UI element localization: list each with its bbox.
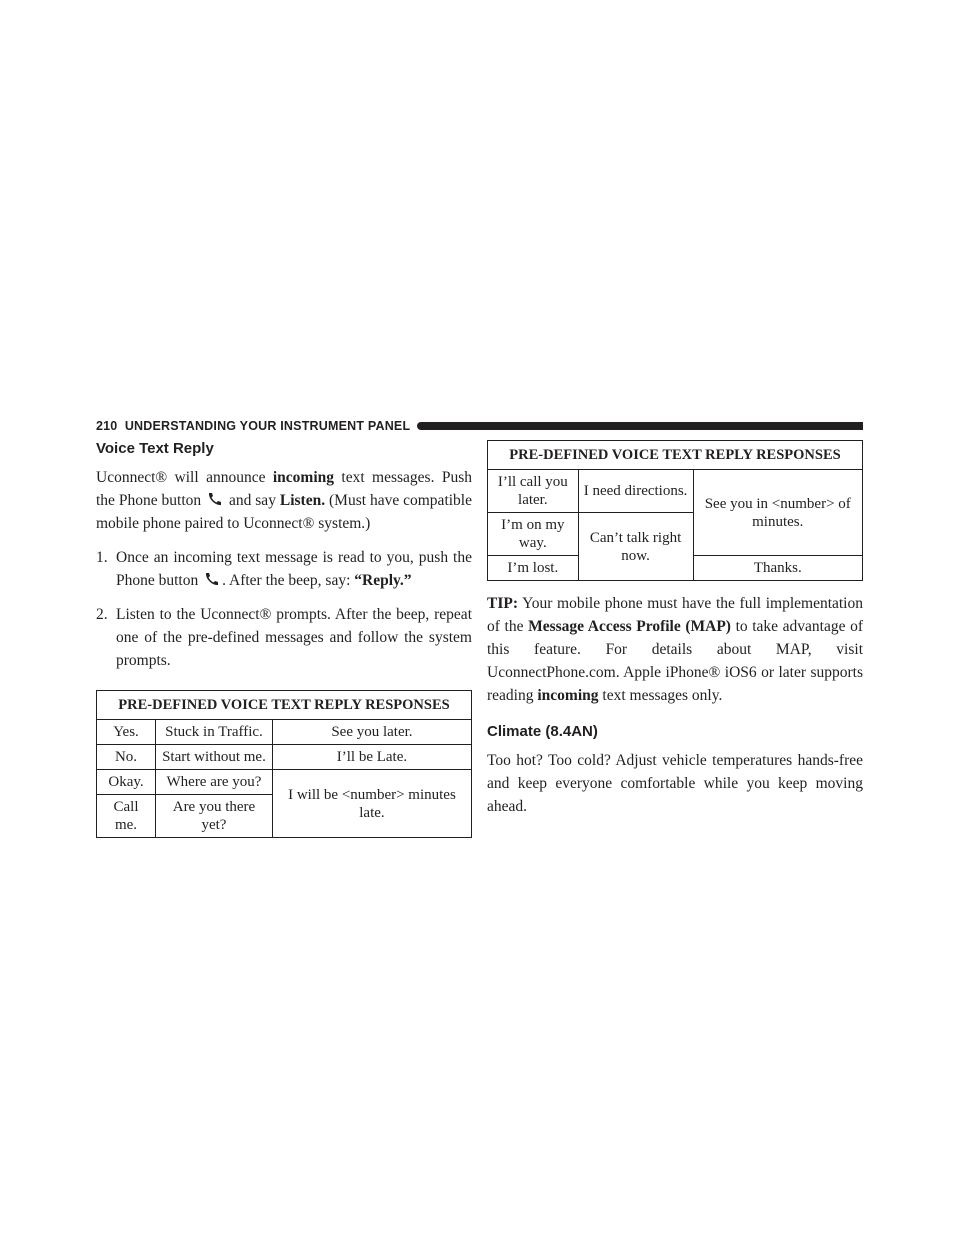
table-row: Call me. Are you there yet? bbox=[97, 795, 472, 838]
step-1: 1. Once an incoming text message is read to you, push the Phone button . After the beep, say: “Reply.” bbox=[96, 549, 472, 589]
table-row: Yes. Stuck in Traffic. See you later. bbox=[97, 720, 472, 745]
left-column bbox=[96, 440, 472, 838]
climate-heading: Climate (8.4AN) bbox=[487, 723, 598, 740]
step-2: 2. Listen to the Uconnect® prompts. After the beep, repeat one of the pre-defined messages and follow the system prompts. bbox=[96, 606, 472, 669]
climate-paragraph: Too hot? Too cold? Adjust vehicle temperatures hands-free and keep everyone comfortable while you keep moving ahead. bbox=[487, 752, 863, 815]
section-title: UNDERSTANDING YOUR INSTRUMENT PANEL bbox=[124, 419, 411, 433]
voice-text-reply-heading: Voice Text Reply bbox=[96, 440, 214, 457]
responses-table-left bbox=[96, 690, 472, 838]
table-row: I’m lost. Thanks. bbox=[488, 556, 863, 581]
table-row: I’m on my way. Can’t talk right now. bbox=[488, 513, 863, 556]
phone-icon bbox=[204, 572, 220, 586]
table-title: PRE-DEFINED VOICE TEXT REPLY RESPONSES bbox=[488, 441, 863, 470]
intro-paragraph: Uconnect® will announce incoming text messages. Push the Phone button and say Listen. (Must have compatible mobile phone paired to Uconnect® system.) bbox=[96, 469, 473, 532]
table-row: Okay. Where are you? I will be <number> minutes late. bbox=[97, 770, 472, 795]
table-row: No. Start without me. I’ll be Late. bbox=[97, 745, 472, 770]
table-row: I’ll call you later. I need directions. See you in <number> of minutes. bbox=[488, 470, 863, 513]
tip-paragraph: TIP: Your mobile phone must have the full implementation of the Message Access Profile (MAP) to take advantage of this feature. For details about MAP, visit UconnectPhone.com. Apple iPhone® iOS6 or later supports reading incoming text messages only. bbox=[487, 595, 863, 704]
responses-table-right bbox=[487, 440, 863, 581]
header-text bbox=[96, 419, 410, 433]
right-column bbox=[487, 440, 863, 818]
table-title: PRE-DEFINED VOICE TEXT REPLY RESPONSES bbox=[97, 691, 472, 720]
header-rule bbox=[417, 422, 863, 430]
page-header bbox=[96, 418, 863, 436]
phone-icon bbox=[207, 492, 223, 506]
page-number: 210 bbox=[96, 419, 118, 433]
